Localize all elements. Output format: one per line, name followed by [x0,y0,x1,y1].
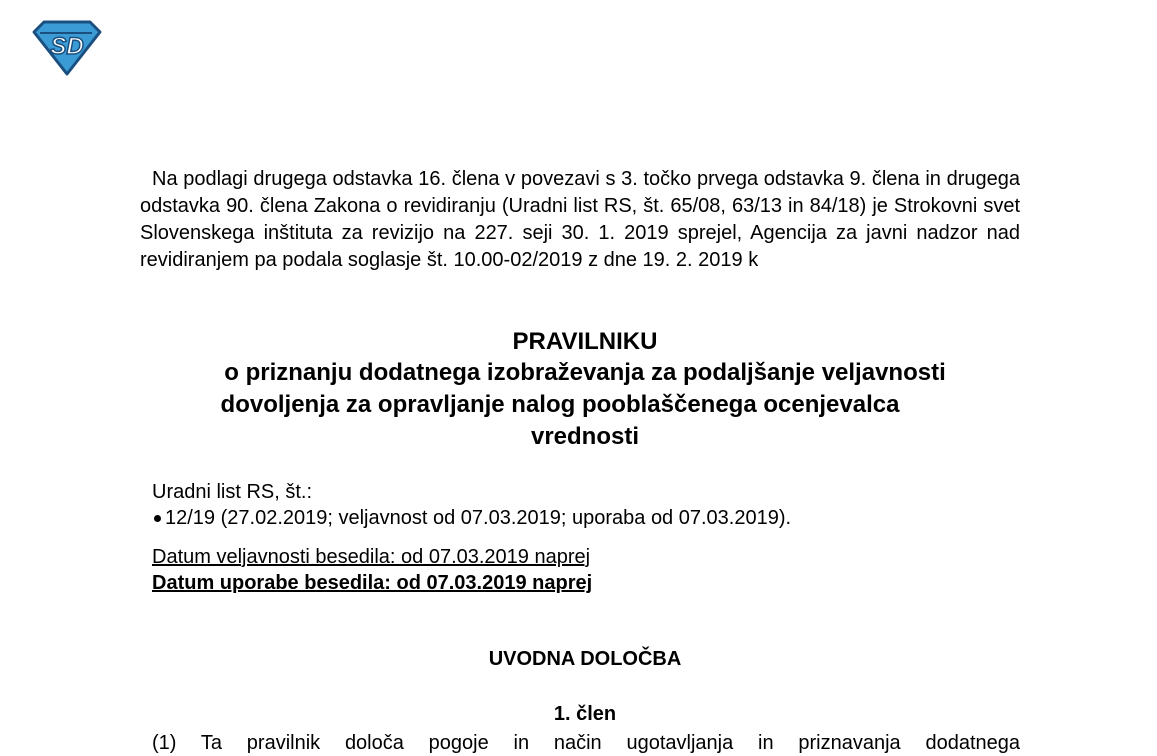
dates-block [152,544,592,596]
section-heading: UVODNA DOLOČBA [488,648,682,670]
logo-text: SD [50,33,84,60]
bullet-icon [154,515,161,522]
title-line-1: PRAVILNIKU [512,328,658,355]
title-line-2: o priznanju dodatnega izobraževanja za podaljšanje veljavnosti [224,359,946,386]
document-title [140,326,1030,453]
intro-paragraph: Na podlagi drugega odstavka 16. člena v povezavi s 3. točko prvega odstavka 9. člena in drugega odstavka 90. člena Zakona o revidiranju (Uradni list RS, št. 65/08, 63/13 in 84/18) je Strokovni svet Slovenskega inštituta za revizijo na 227. seji 30. 1. 2019 sprejel, Agencija za javni nadzor nad revidiranjem pa podala soglasje št. 10.00-02/2019 z dne 19. 2. 2019 k [140,168,1020,271]
title-line-3: dovoljenja za opravljanje nalog pooblaščenega ocenjevalca [220,391,900,418]
article-paragraph: (1) Ta pravilnik določa pogoje in način ugotavljanja in priznavanja dodatnega [152,732,1020,754]
title-line-4: vrednosti [530,423,640,450]
gazette-label: Uradni list RS, št.: [152,481,313,503]
gazette-list-item [152,505,1012,531]
validity-date: Datum veljavnosti besedila: od 07.03.2019 naprej [152,546,591,568]
logo [30,18,104,78]
application-date: Datum uporabe besedila: od 07.03.2019 naprej [152,572,593,594]
article-heading: 1. člen [553,703,617,725]
gazette-block [152,479,1012,531]
gazette-entry: 12/19 (27.02.2019; veljavnost od 07.03.2019; uporaba od 07.03.2019). [165,507,792,529]
